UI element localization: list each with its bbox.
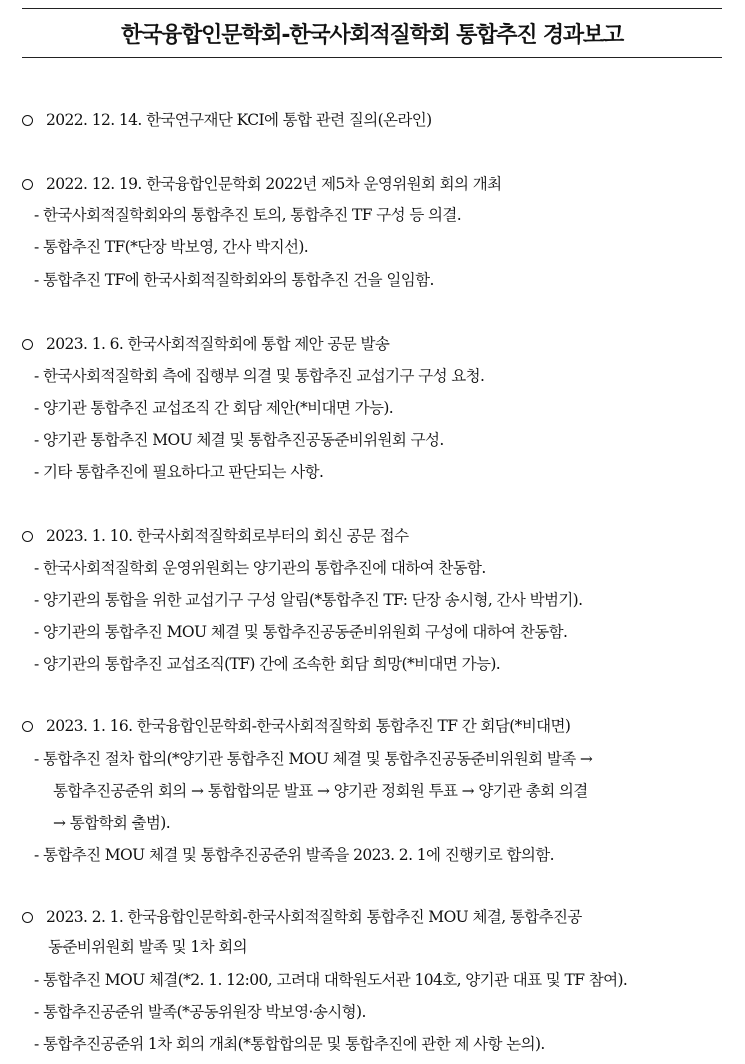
list-item: - 한국사회적질학회 운영위원회는 양기관의 통합추진에 대하여 찬동함. — [34, 559, 486, 577]
circle-bullet-icon — [22, 115, 33, 126]
circle-bullet-icon — [22, 721, 33, 732]
section-date: 2022. 12. 14. — [46, 111, 142, 129]
section-title: 한국사회적질학회로부터의 회신 공문 접수 — [136, 527, 409, 545]
list-item: - 양기관 통합추진 MOU 체결 및 통합추진공동준비위원회 구성. — [34, 431, 444, 449]
list-item: - 양기관의 통합을 위한 교섭기구 구성 알림(*통합추진 TF: 단장 송시형, 간사 박범기). — [34, 591, 583, 609]
section-heading — [22, 716, 570, 736]
list-item: - 통합추진 MOU 체결 및 통합추진공준위 발족을 2023. 2. 1에 진행키로 합의함. — [34, 846, 554, 864]
list-item-continuation: 통합추진공준위 회의 → 통합합의문 발표 → 양기관 정회원 투표 → 양기관 총회 의결 — [53, 782, 588, 800]
section-title: 한국융합인문학회-한국사회적질학회 통합추진 TF 간 회담(*비대면) — [136, 717, 571, 735]
list-item-continuation: → 통합학회 출범). — [53, 814, 171, 832]
list-item: - 통합추진 TF에 한국사회적질학회와의 통합추진 건을 일임함. — [34, 271, 434, 289]
list-item: - 통합추진공준위 1차 회의 개최(*통합합의문 및 통합추진에 관한 제 사항 논의). — [34, 1035, 545, 1053]
circle-bullet-icon — [22, 912, 33, 923]
list-item: - 양기관 통합추진 교섭조직 간 회담 제안(*비대면 가능). — [34, 399, 394, 417]
section-title: 한국융합인문학회-한국사회적질학회 통합추진 MOU 체결, 통합추진공 — [127, 908, 582, 926]
section-title: 한국연구재단 KCI에 통합 관련 질의(온라인) — [146, 111, 432, 129]
list-item: - 기타 통합추진에 필요하다고 판단되는 사항. — [34, 463, 324, 481]
circle-bullet-icon — [22, 179, 33, 190]
list-item: - 통합추진 절차 합의(*양기관 통합추진 MOU 체결 및 통합추진공동준비위원회 발족 → — [34, 750, 593, 768]
list-item: - 통합추진 MOU 체결(*2. 1. 12:00, 고려대 대학원도서관 104호, 양기관 대표 및 TF 참여). — [34, 971, 628, 989]
list-item: - 양기관의 통합추진 교섭조직(TF) 간에 조속한 회담 희망(*비대면 가능). — [34, 655, 501, 673]
section-heading — [22, 174, 501, 194]
list-item: - 통합추진공준위 발족(*공동위원장 박보영·송시형). — [34, 1003, 366, 1021]
title-box — [22, 8, 722, 58]
list-item: - 통합추진 TF(*단장 박보영, 간사 박지선). — [34, 238, 309, 256]
section-heading — [22, 526, 409, 546]
circle-bullet-icon — [22, 531, 33, 542]
page-title: 한국융합인문학회-한국사회적질학회 통합추진 경과보고 — [120, 22, 624, 48]
section-date: 2023. 1. 16. — [46, 717, 133, 735]
list-item: - 양기관의 통합추진 MOU 체결 및 통합추진공동준비위원회 구성에 대하여 찬동함. — [34, 623, 568, 641]
section-heading — [22, 907, 582, 927]
list-item: - 한국사회적질학회와의 통합추진 토의, 통합추진 TF 구성 등 의결. — [34, 206, 462, 224]
section-title: 한국사회적질학회에 통합 제안 공문 발송 — [127, 335, 390, 353]
section-date: 2022. 12. 19. — [46, 175, 142, 193]
section-date: 2023. 1. 10. — [46, 527, 133, 545]
circle-bullet-icon — [22, 339, 33, 350]
section-date: 2023. 1. 6. — [46, 335, 124, 353]
section-title-continuation: 동준비위원회 발족 및 1차 회의 — [48, 938, 248, 956]
list-item: - 한국사회적질학회 측에 집행부 의결 및 통합추진 교섭기구 구성 요청. — [34, 367, 485, 385]
section-date: 2023. 2. 1. — [46, 908, 124, 926]
section-heading — [22, 110, 432, 130]
section-heading — [22, 334, 389, 354]
section-title: 한국융합인문학회 2022년 제5차 운영위원회 회의 개최 — [146, 175, 502, 193]
